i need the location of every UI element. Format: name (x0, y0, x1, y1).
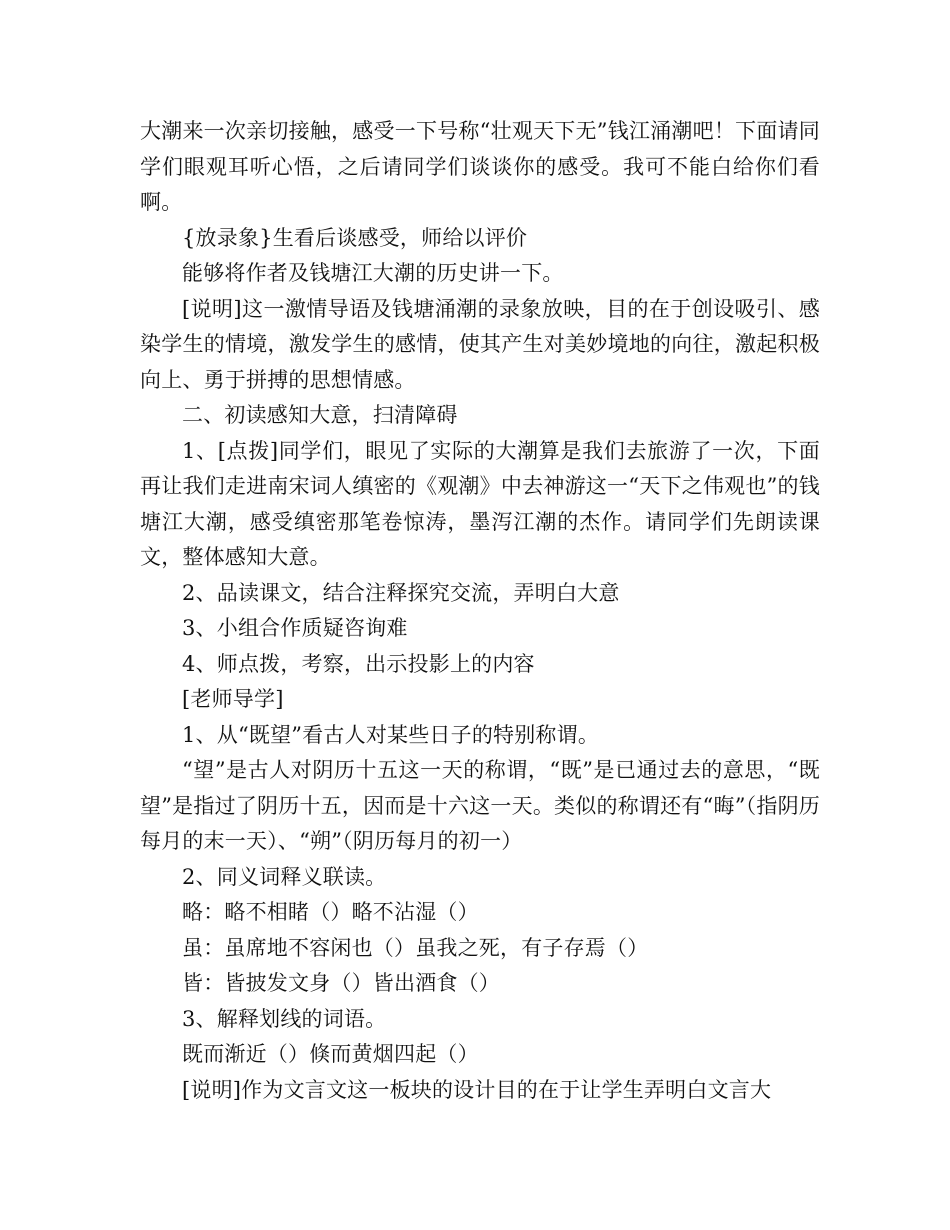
paragraph-11: 1、从“既望”看古人对某些日子的特别称谓。 (182, 722, 600, 747)
document-body (140, 114, 820, 1108)
paragraph-18: 既而渐近（）倏而黄烟四起（） (182, 1042, 479, 1066)
paragraph-13: 2、同义词释义联读。 (182, 864, 387, 889)
paragraph-16: 皆：皆披发文身（）皆出酒食（） (182, 971, 500, 995)
section-heading: 二、初读感知大意，扫清障碍 (182, 403, 458, 427)
paragraph-4: [说明]这一激情导语及钱塘涌潮的录象放映，目的在于创设吸引、感染学生的情境，激发学生的感情，使其产生对美妙境地的向往，激起积极向上、勇于拼搏的思想情感。 (140, 296, 820, 392)
paragraph-2: {放录象}生看后谈感受，师给以评价 (182, 225, 528, 250)
paragraph-1: 大潮来一次亲切接触，感受一下号称“壮观天下无”钱江涌潮吧！下面请同学们眼观耳听心悟，之后请同学们谈谈你的感受。我可不能白给你们看啊。 (140, 119, 820, 214)
paragraph-8: 3、小组合作质疑咨询难 (182, 616, 408, 640)
paragraph-19: [说明]作为文言文这一板块的设计目的在于让学生弄明白文言大 (182, 1077, 772, 1102)
paragraph-15: 虽：虽席地不容闲也（）虽我之死，有子存焉（） (182, 935, 649, 960)
paragraph-3: 能够将作者及钱塘江大潮的历史讲一下。 (182, 261, 564, 285)
paragraph-12: “望”是古人对阴历十五这一天的称谓，“既”是已通过去的意思，“既望”是指过了阴历十五，因而是十六这一天。类似的称谓还有“晦”（指阴历每月的末一天）、“朔”（阴历每月的初一） (140, 758, 820, 853)
paragraph-14: 略：略不相睹（）略不沾湿（） (182, 900, 479, 924)
paragraph-17: 3、解释划线的词语。 (182, 1006, 387, 1031)
paragraph-7: 2、品读课文，结合注释探究交流，弄明白大意 (182, 580, 620, 605)
teacher-guide-heading: [老师导学] (182, 687, 284, 711)
paragraph-9: 4、师点拨，考察，出示投影上的内容 (182, 651, 535, 676)
paragraph-6: 1、[点拨]同学们，眼见了实际的大潮算是我们去旅游了一次，下面再让我们走进南宋词人缜密的《观潮》中去神游这一“天下之伟观也”的钱塘江大潮，感受缜密那笔卷惊涛，墨泻江潮的杰作。请同学们先朗读课文，整体感知大意。 (140, 438, 820, 569)
